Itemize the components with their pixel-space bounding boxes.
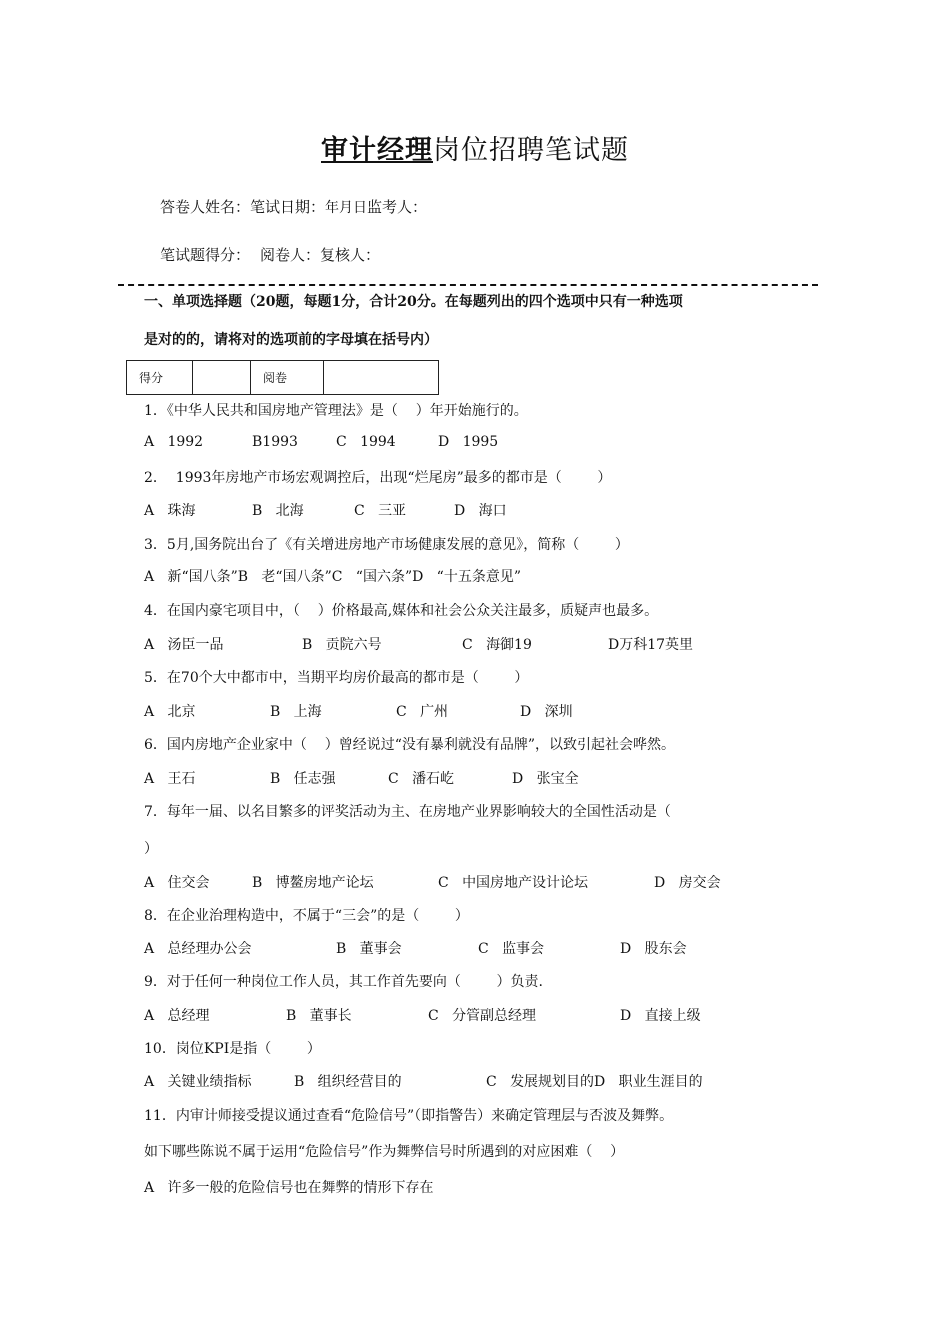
rechecker-label: 复核人： xyxy=(320,246,381,264)
question-1-option-1: A 1992 xyxy=(144,434,204,450)
reviewer-cell-label: 阅卷 xyxy=(251,361,324,395)
section-heading-line-1: 一、单项选择题（20题，每题1分，合计20分。在每题列出的四个选项中只有一种选项 xyxy=(144,294,683,310)
question-3-option-1: A 新“国八条”B 老“国八条”C “国六条”D “十五条意见” xyxy=(144,569,521,585)
question-6-option-3: C 潘石屹 xyxy=(388,771,455,787)
question-4-option-4: D万科17英里 xyxy=(608,637,694,653)
question-stem-6: 6．国内房地产企业家中（ ）曾经说过“没有暴利就没有品牌”，以致引起社会哗然。 xyxy=(144,737,676,753)
question-stem-7: 7．每年一届、以名目繁多的评奖活动为主、在房地产业界影响较大的全国性活动是（ xyxy=(144,804,671,820)
question-5-option-1: A 北京 xyxy=(144,704,196,720)
question-11-option-1: A 许多一般的危险信号也在舞弊的情形下存在 xyxy=(144,1180,434,1196)
question-8-option-4: D 股东会 xyxy=(620,941,687,957)
question-7-option-3: C 中国房地产设计论坛 xyxy=(438,875,589,891)
score-cell-label: 得分 xyxy=(127,361,193,395)
question-9-option-1: A 总经理 xyxy=(144,1008,210,1024)
question-1-option-3: C 1994 xyxy=(336,434,396,450)
question-8-option-2: B 董事会 xyxy=(336,941,402,957)
question-4-option-1: A 汤臣一品 xyxy=(144,637,224,653)
score-cell-value[interactable] xyxy=(193,361,251,395)
question-7-option-2: B 博鳌房地产论坛 xyxy=(252,875,374,891)
question-10-option-2: B 组织经营目的 xyxy=(294,1074,402,1090)
proctor-label: 监考人： xyxy=(367,198,428,216)
question-stem-9: 9．对于任何一种岗位工作人员，其工作首先要向（ ）负责. xyxy=(144,974,543,990)
score-table xyxy=(126,360,439,395)
question-stem-5: 5．在70个大中都市中，当期平均房价最高的都市是（ ） xyxy=(144,670,529,686)
question-9-option-3: C 分管副总经理 xyxy=(428,1008,537,1024)
question-2-option-4: D 海口 xyxy=(454,503,507,519)
question-stem-1: 1．《中华人民共和国房地产管理法》是（ ）年开始施行的。 xyxy=(144,403,528,419)
question-10-option-1: A 关键业绩指标 xyxy=(144,1074,252,1090)
section-heading xyxy=(144,283,814,359)
question-8-option-3: C 监事会 xyxy=(478,941,545,957)
meta-line-2 xyxy=(160,244,380,265)
question-8-option-1: A 总经理办公会 xyxy=(144,941,252,957)
question-1-option-2: B1993 xyxy=(252,434,298,450)
question-stem-11: 11．内审计师接受提议通过查看“危险信号”（即指警告）来确定管理层与否波及舞弊。 xyxy=(144,1108,674,1124)
question-6-option-2: B 任志强 xyxy=(270,771,336,787)
question-2-option-3: C 三亚 xyxy=(354,503,407,519)
question-1-option-4: D 1995 xyxy=(438,434,499,450)
reviewer-label: 阅卷人： xyxy=(260,246,321,264)
question-5-option-2: B 上海 xyxy=(270,704,322,720)
page-title xyxy=(0,128,950,167)
date-value: 年月日 xyxy=(325,200,368,216)
question-5-option-3: C 广州 xyxy=(396,704,449,720)
question-stem-cont-7: ） xyxy=(144,841,158,857)
question-4-option-2: B 贡院六号 xyxy=(302,637,382,653)
name-label: 答卷人姓名： xyxy=(160,198,251,216)
question-stem-10: 10．岗位KPI是指（ ） xyxy=(144,1041,321,1057)
question-stem-cont-11: 如下哪些陈说不属于运用“危险信号”作为舞弊信号时所遇到的对应困难（ ） xyxy=(144,1144,625,1160)
question-2-option-1: A 珠海 xyxy=(144,503,196,519)
question-9-option-2: B 董事长 xyxy=(286,1008,352,1024)
question-7-option-4: D 房交会 xyxy=(654,875,721,891)
question-6-option-1: A 王石 xyxy=(144,771,196,787)
question-5-option-4: D 深圳 xyxy=(520,704,573,720)
score-label: 笔试题得分： xyxy=(160,246,251,264)
question-stem-3: 3．5月,国务院出台了《有关增进房地产市场健康发展的意见》，简称（ ） xyxy=(144,537,629,553)
meta-line-1 xyxy=(160,196,427,217)
question-6-option-4: D 张宝全 xyxy=(512,771,579,787)
section-heading-line-2: 是对的的，请将对的选项前的字母填在括号内） xyxy=(144,332,438,348)
title-underlined: 审计经理 xyxy=(321,135,433,166)
question-stem-8: 8．在企业治理构造中，不属于“三会”的是（ ） xyxy=(144,908,469,924)
question-4-option-3: C 海御19 xyxy=(462,637,532,653)
date-label: 笔试日期： xyxy=(250,198,326,216)
question-stem-4: 4．在国内豪宅项目中，（ ）价格最高,媒体和社会公众关注最多，质疑声也最多。 xyxy=(144,603,659,619)
reviewer-cell-value[interactable] xyxy=(324,361,439,395)
question-10-option-3: C 发展规划目的D 职业生涯目的 xyxy=(486,1074,703,1090)
question-9-option-4: D 直接上级 xyxy=(620,1008,701,1024)
question-2-option-2: B 北海 xyxy=(252,503,304,519)
question-7-option-1: A 住交会 xyxy=(144,875,210,891)
question-stem-2: 2． 1993年房地产市场宏观调控后，出现“烂尾房”最多的都市是（ ） xyxy=(144,470,612,486)
title-rest: 岗位招聘笔试题 xyxy=(433,135,629,166)
